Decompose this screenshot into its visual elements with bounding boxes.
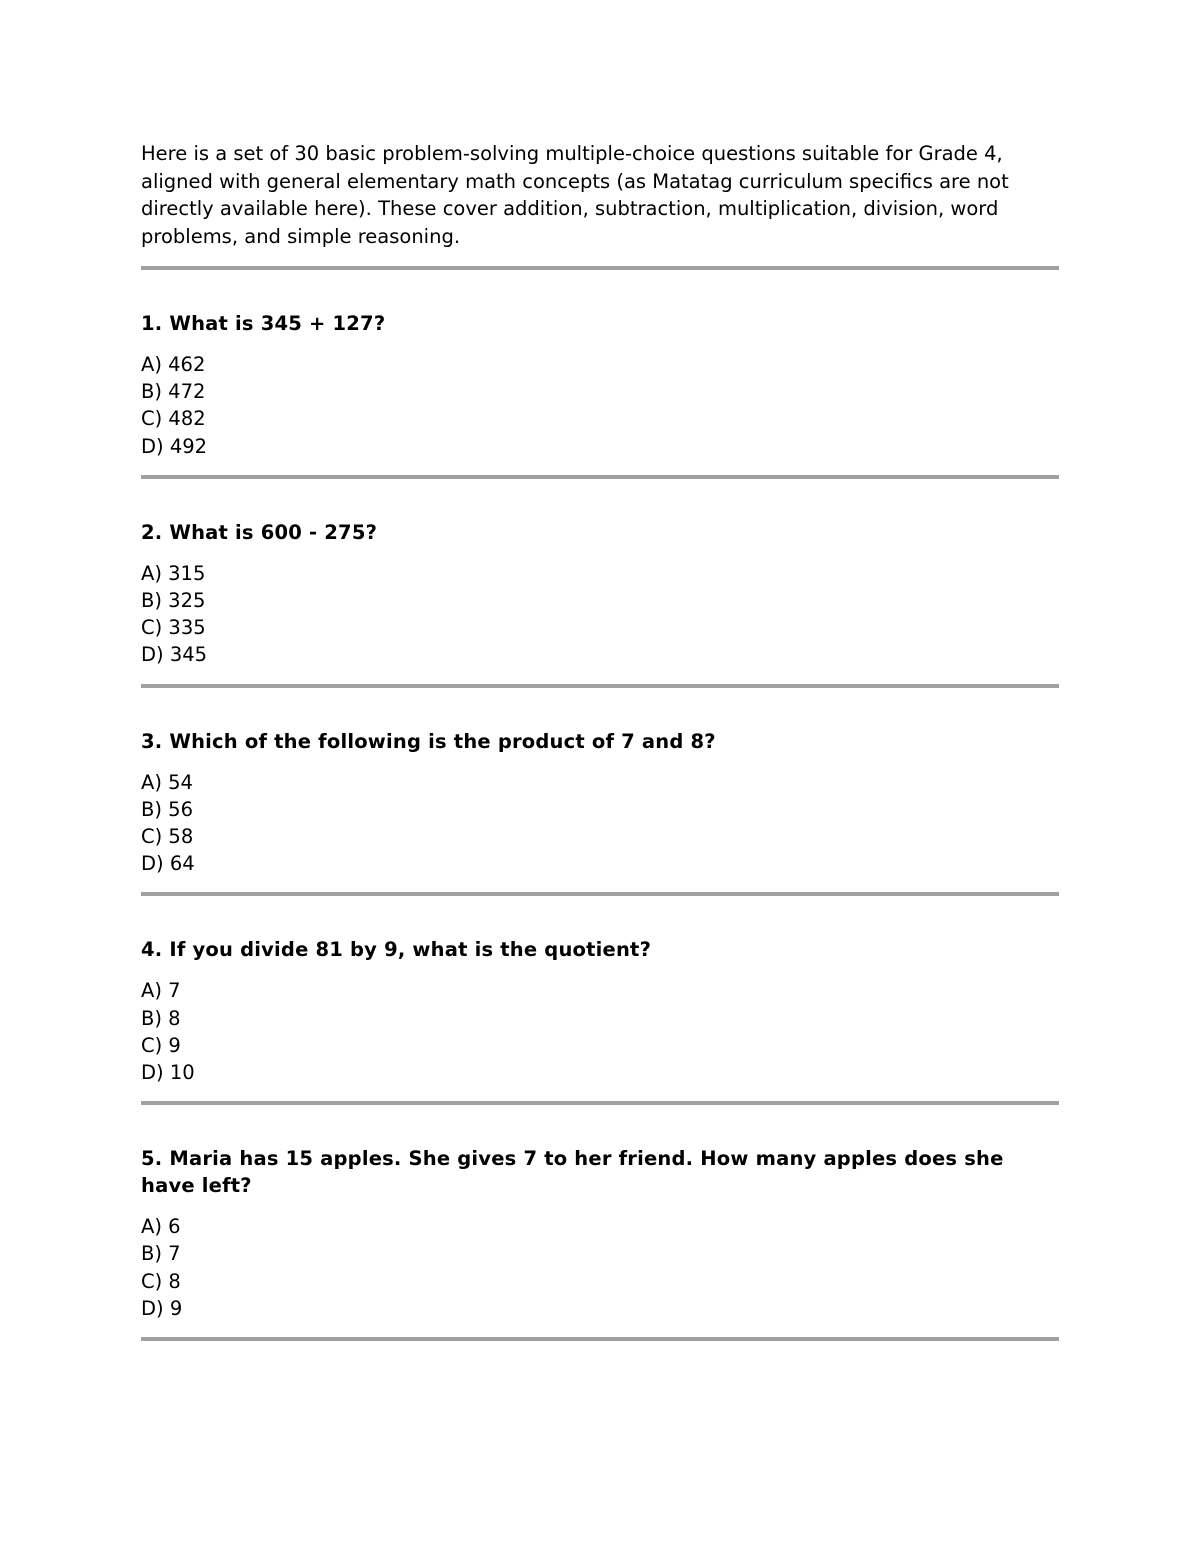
option-c: C) 58 [141,825,194,849]
options-list [141,351,1059,460]
option-a: A) 462 [141,353,206,376]
option-c: C) 482 [141,407,206,431]
option-d: D) 492 [141,434,208,458]
option-d: D) 64 [141,852,195,876]
question-2 [141,479,1059,688]
question-3 [141,688,1059,897]
options-list [141,977,1059,1086]
horizontal-rule [141,1337,1059,1341]
option-a: A) 54 [141,770,193,794]
option-b: B) 7 [141,1242,181,1266]
option-a: A) 315 [141,561,206,585]
question-4 [141,896,1059,1105]
option-b: B) 472 [141,380,206,404]
document-page [141,140,1059,1341]
option-b: B) 325 [141,589,206,613]
options-list [141,1213,1059,1322]
question-1 [141,270,1059,479]
question-text: 3. Which of the following is the product of 7 and 8? [141,729,716,753]
option-d: D) 345 [141,643,208,667]
option-c: C) 9 [141,1033,181,1057]
question-text: 5. Maria has 15 apples. She gives 7 to her friend. How many apples does she have left? [141,1147,1004,1198]
question-5 [141,1105,1059,1341]
question-text: 4. If you divide 81 by 9, what is the quotient? [141,938,652,962]
intro-paragraph: Here is a set of 30 basic problem-solving multiple-choice questions suitable for Grade 4, aligned with general elementary math concepts (as Matatag curriculum specifics are not directly available here). These cover addition, subtraction, multiplication, division, word problems, and simple reasoning. [141,142,1009,248]
options-list [141,560,1059,669]
option-b: B) 56 [141,797,193,821]
options-list [141,769,1059,878]
option-d: D) 9 [141,1296,183,1320]
option-a: A) 7 [141,979,181,1003]
question-text: 1. What is 345 + 127? [141,312,386,335]
option-c: C) 8 [141,1269,181,1293]
question-text: 2. What is 600 - 275? [141,520,378,544]
option-c: C) 335 [141,616,206,640]
option-a: A) 6 [141,1215,181,1239]
option-b: B) 8 [141,1006,181,1030]
option-d: D) 10 [141,1061,195,1085]
